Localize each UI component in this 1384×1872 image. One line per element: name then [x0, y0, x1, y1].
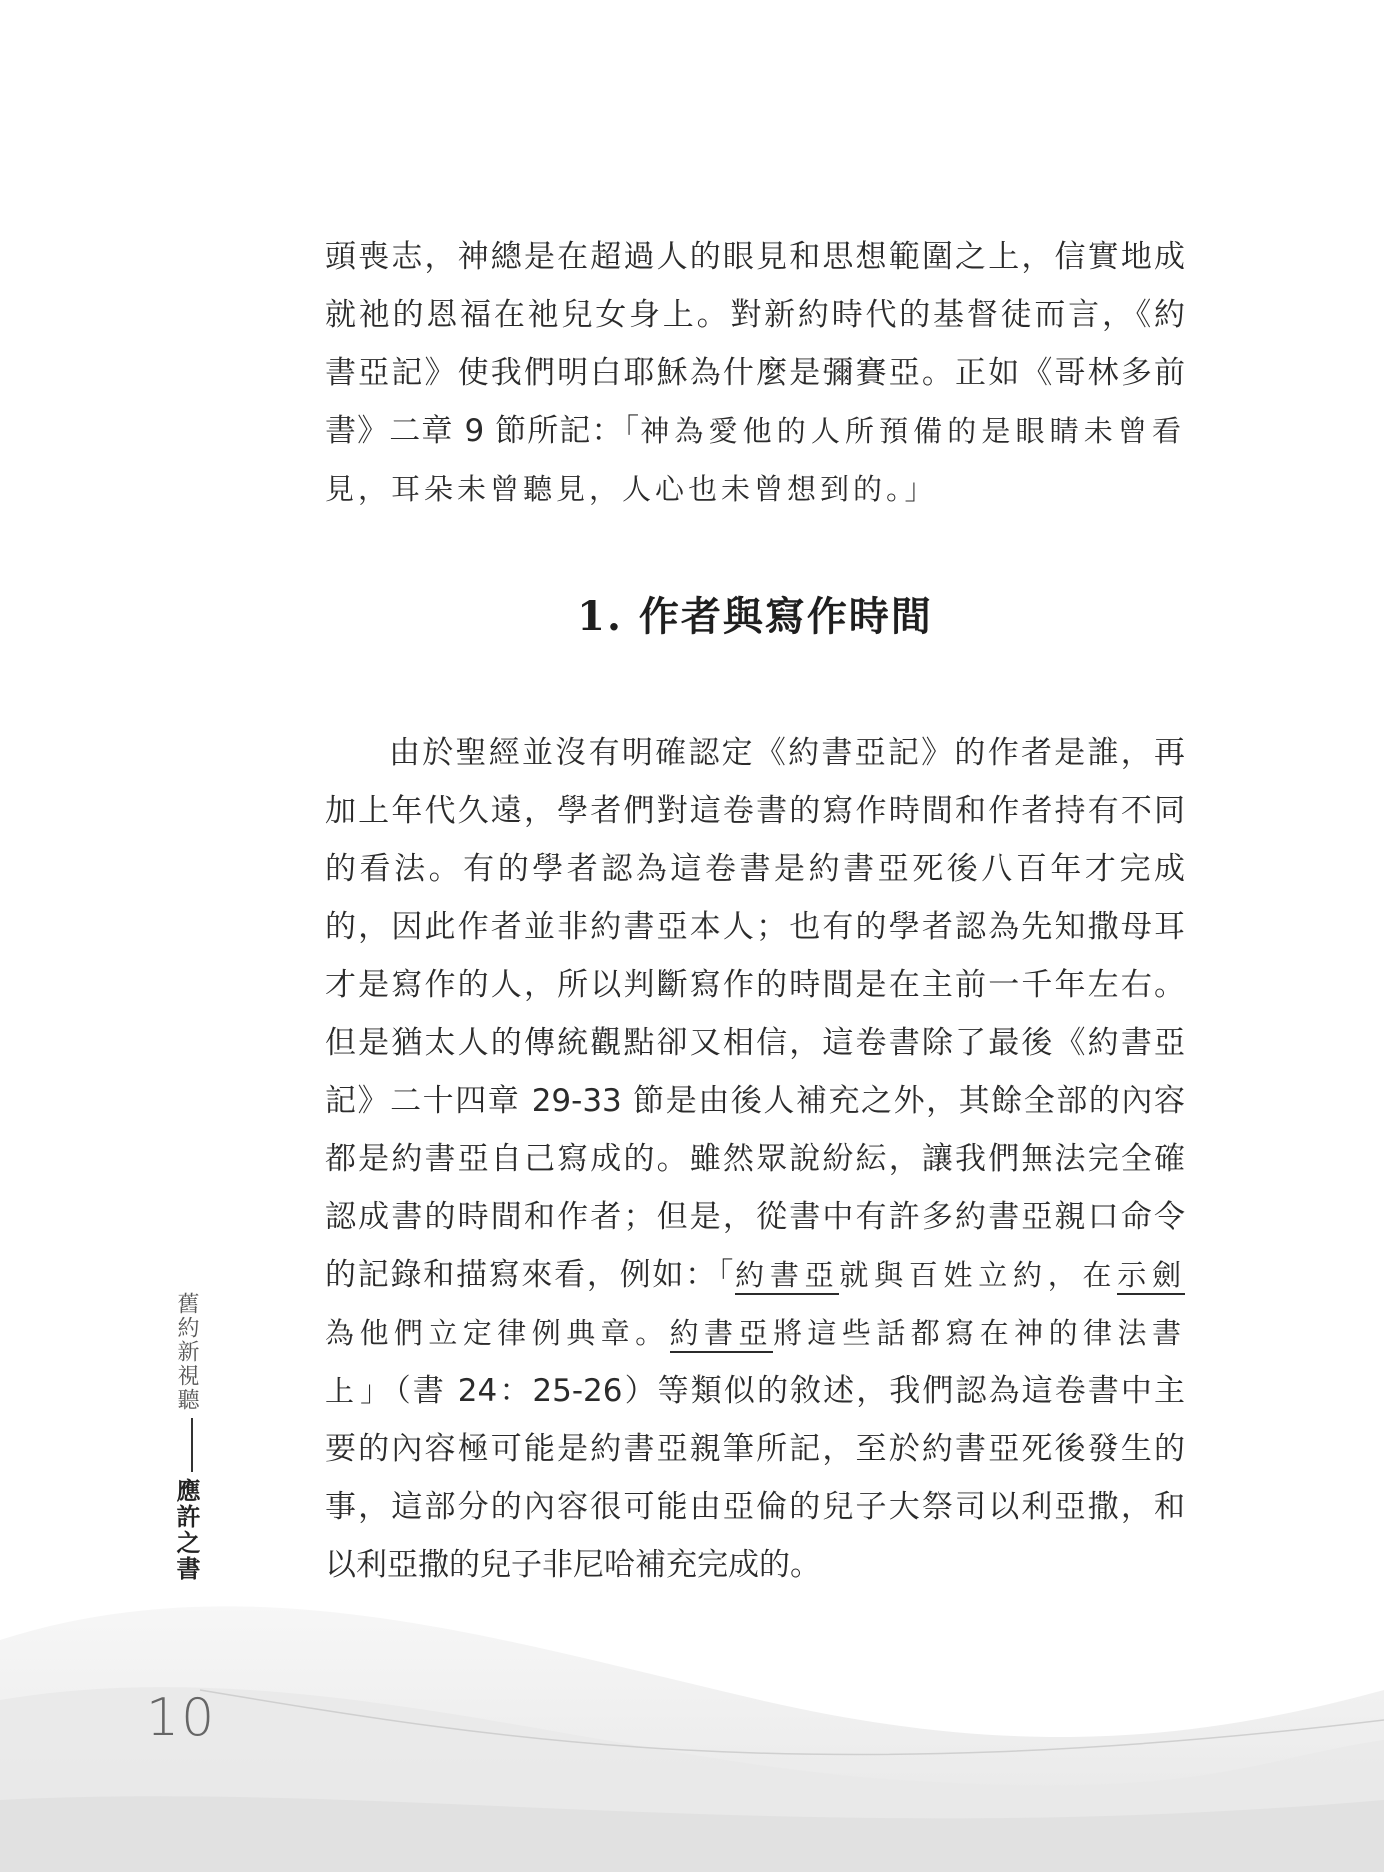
- intro-line-2: 就祂的恩福在祂兒女身上。對新約時代的基督徒而言，《約: [325, 297, 1185, 333]
- body-line-7: 記》二十四章 29-33 節是由後人補充之外，其餘全部的內容: [325, 1083, 1185, 1119]
- quote-end: 上」: [325, 1374, 396, 1408]
- quote-lead: 的記錄和描寫來看，例如：「: [325, 1257, 736, 1293]
- body-line-8: 都是約書亞自己寫成的。雖然眾說紛紜，讓我們無法完全確: [325, 1141, 1185, 1177]
- body-line-1: 由於聖經並沒有明確認定《約書亞記》的作者是誰，再: [389, 735, 1185, 771]
- body-line-13: 要的內容極可能是約書亞親筆所記，至於約書亞死後發生的: [325, 1431, 1185, 1467]
- intro-line-4: [325, 402, 1185, 460]
- running-title: [172, 1292, 200, 1582]
- title-separator: [191, 1418, 193, 1472]
- body-line-2: 加上年代久遠，學者們對這卷書的寫作時間和作者持有不同: [325, 793, 1185, 829]
- body-line-5: 才是寫作的人，所以判斷寫作的時間是在主前一千年左右。: [325, 967, 1185, 1003]
- body-line-9: 認成書的時間和作者；但是，從書中有許多約書亞親口命令: [325, 1199, 1185, 1235]
- quote-text: 就與百姓立約，在: [839, 1258, 1118, 1292]
- body-line-12: [325, 1362, 1185, 1420]
- body-line-4: 的，因此作者並非約書亞本人；也有的學者認為先知撒母耳: [325, 909, 1185, 945]
- body-line-3: 的看法。有的學者認為這卷書是約書亞死後八百年才完成: [325, 851, 1185, 887]
- quote-text: 為他們立定律例典章。: [325, 1316, 670, 1350]
- body-line-6: 但是猶太人的傳統觀點卻又相信，這卷書除了最後《約書亞: [325, 1025, 1185, 1061]
- scripture-quote: [735, 1258, 1185, 1295]
- page-number: 10: [146, 1688, 217, 1748]
- quote-text: 將這些話都寫在神的律法書: [772, 1316, 1185, 1350]
- underlined-name: 約書亞: [670, 1316, 773, 1353]
- series-title: 舊約新視聽: [174, 1292, 199, 1412]
- section-heading: 1. 作者與寫作時間: [577, 593, 933, 640]
- body-line-11: [325, 1304, 1185, 1362]
- scripture-quote: 神為愛他的人所預備的是眼睛未曾看: [640, 414, 1185, 448]
- body-line-10: [325, 1246, 1185, 1304]
- body-line-15: 以利亞撒的兒子非尼哈補充完成的。: [325, 1547, 821, 1583]
- intro-line-1: 頭喪志，神總是在超過人的眼見和思想範圍之上，信實地成: [325, 239, 1185, 275]
- intro-line-5: 見，耳朵未曾聽見，人心也未曾想到的。」: [325, 472, 938, 506]
- quote-lead: 書》二章 9 節所記：「: [325, 413, 641, 449]
- underlined-place: 示劍: [1117, 1258, 1185, 1295]
- page-content: [325, 228, 1185, 1594]
- book-title: 應許之書: [172, 1478, 200, 1582]
- citation-text: （書 24：25-26）等類似的敘述，我們認為這卷書中主: [395, 1373, 1185, 1409]
- body-line-14: 事，這部分的內容很可能由亞倫的兒子大祭司以利亞撒，和: [325, 1489, 1185, 1525]
- underlined-name: 約書亞: [735, 1258, 839, 1295]
- intro-line-3: 書亞記》使我們明白耶穌為什麼是彌賽亞。正如《哥林多前: [325, 355, 1185, 391]
